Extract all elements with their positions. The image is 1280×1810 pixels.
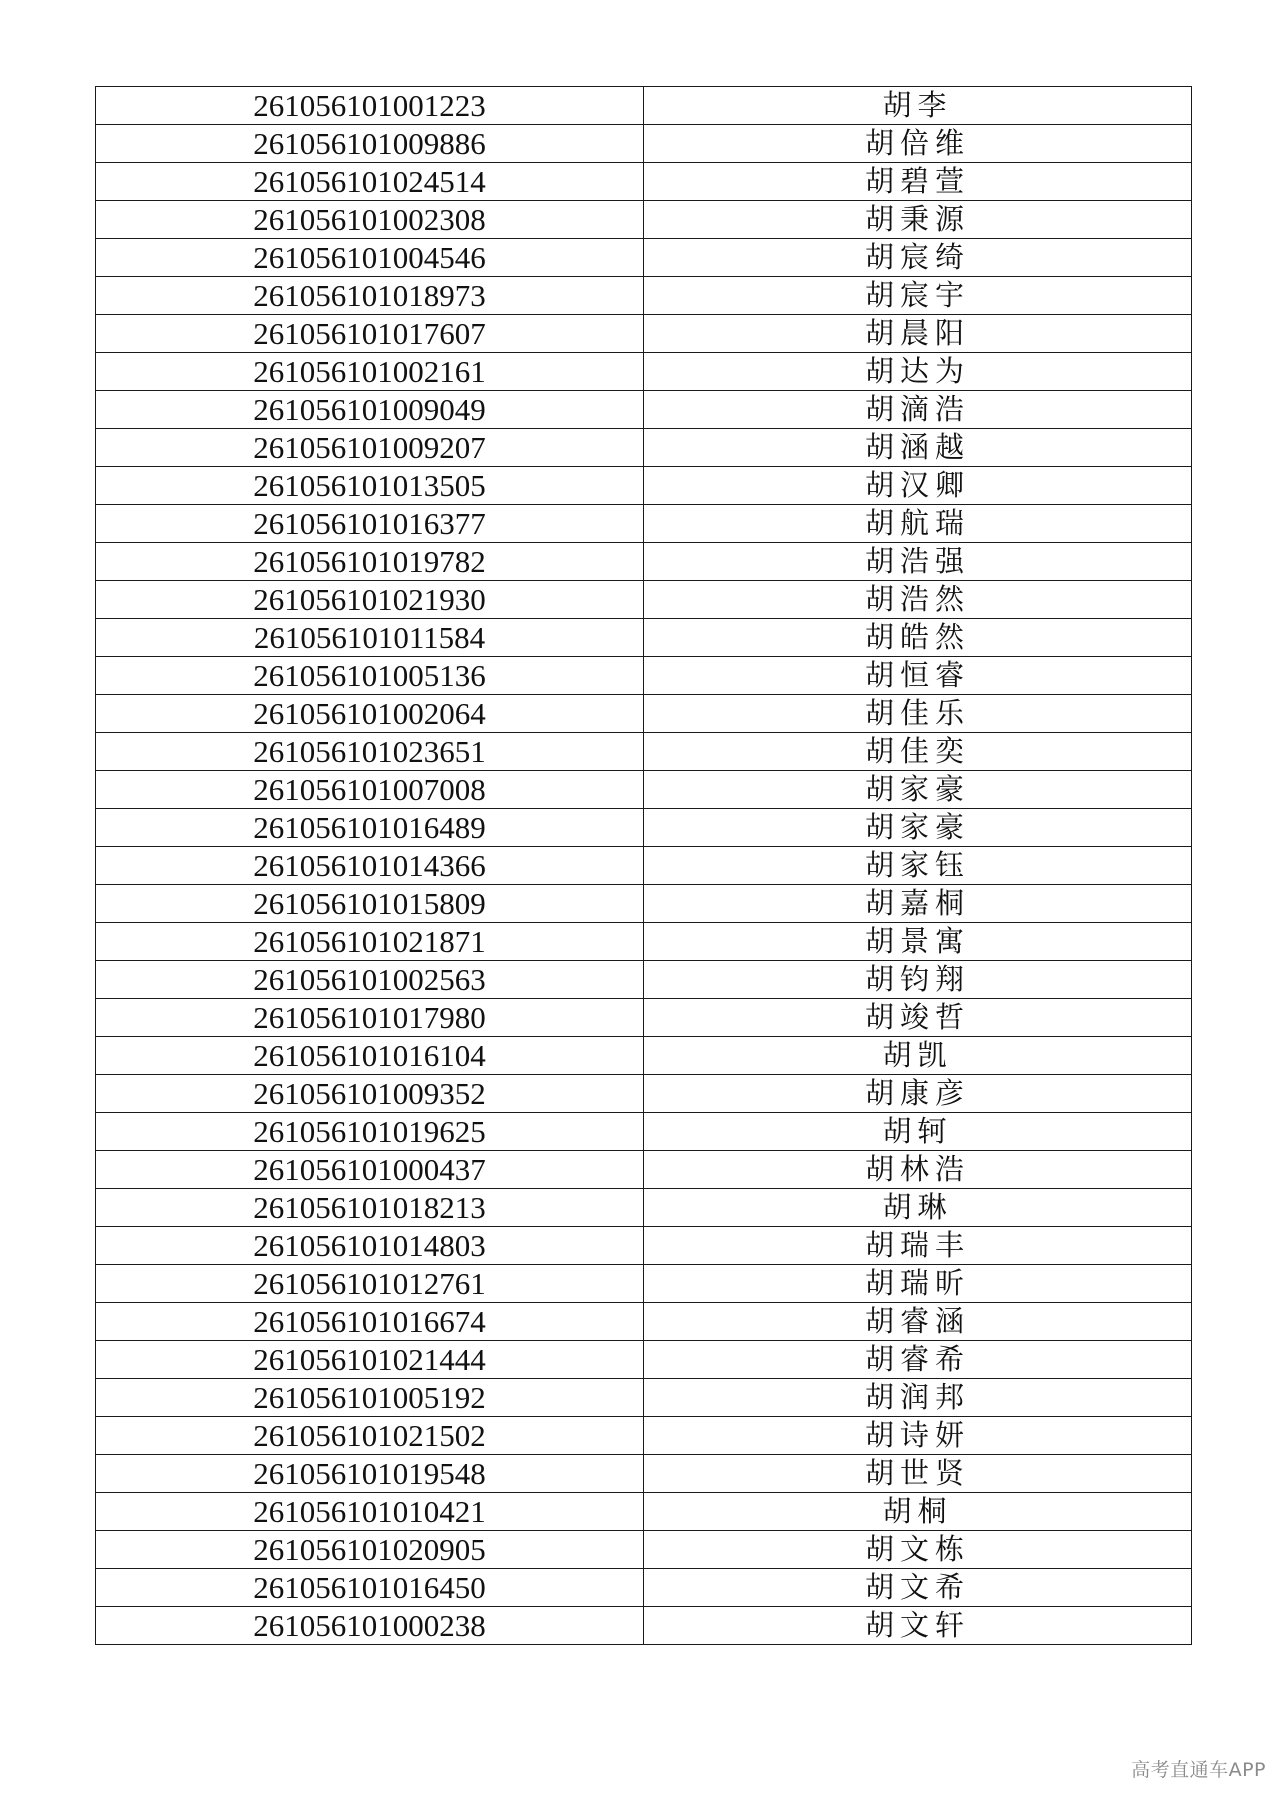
candidate-id-cell: 261056101009352: [96, 1075, 644, 1113]
candidate-name-cell: 胡桐: [644, 1493, 1192, 1531]
table-row: [96, 1151, 1192, 1189]
table-row: [96, 923, 1192, 961]
candidate-name-cell: 胡文轩: [644, 1607, 1192, 1645]
candidate-id-cell: 261056101002563: [96, 961, 644, 999]
table-row: [96, 1303, 1192, 1341]
table-row: [96, 1569, 1192, 1607]
candidate-id-cell: 261056101013505: [96, 467, 644, 505]
candidate-name-cell: 胡家豪: [644, 809, 1192, 847]
candidate-id-cell: 261056101023651: [96, 733, 644, 771]
candidate-name-cell: 胡皓然: [644, 619, 1192, 657]
table-row: [96, 1075, 1192, 1113]
candidate-name-cell: 胡滴浩: [644, 391, 1192, 429]
candidate-name-cell: 胡宸绮: [644, 239, 1192, 277]
table-row: [96, 391, 1192, 429]
table-row: [96, 543, 1192, 581]
table-row: [96, 201, 1192, 239]
table-row: [96, 809, 1192, 847]
candidate-id-cell: 261056101001223: [96, 87, 644, 125]
table-row: [96, 581, 1192, 619]
candidate-id-cell: 261056101016104: [96, 1037, 644, 1075]
candidate-name-cell: 胡瑞昕: [644, 1265, 1192, 1303]
candidate-name-cell: 胡晨阳: [644, 315, 1192, 353]
table-row: [96, 1341, 1192, 1379]
candidate-name-cell: 胡睿希: [644, 1341, 1192, 1379]
table-row: [96, 1379, 1192, 1417]
table-row: [96, 771, 1192, 809]
table-row: [96, 315, 1192, 353]
table-row: [96, 277, 1192, 315]
candidate-name-cell: 胡汉卿: [644, 467, 1192, 505]
table-row: [96, 1493, 1192, 1531]
candidate-id-cell: 261056101012761: [96, 1265, 644, 1303]
candidate-table: [95, 86, 1192, 1645]
candidate-name-cell: 胡李: [644, 87, 1192, 125]
candidate-id-cell: 261056101002308: [96, 201, 644, 239]
candidate-id-cell: 261056101010421: [96, 1493, 644, 1531]
candidate-name-cell: 胡诗妍: [644, 1417, 1192, 1455]
candidate-id-cell: 261056101009207: [96, 429, 644, 467]
table-row: [96, 1607, 1192, 1645]
candidate-name-cell: 胡康彦: [644, 1075, 1192, 1113]
candidate-id-cell: 261056101014366: [96, 847, 644, 885]
candidate-name-cell: 胡航瑞: [644, 505, 1192, 543]
candidate-id-cell: 261056101016489: [96, 809, 644, 847]
candidate-id-cell: 261056101020905: [96, 1531, 644, 1569]
table-row: [96, 619, 1192, 657]
table-row: [96, 1113, 1192, 1151]
candidate-name-cell: 胡家豪: [644, 771, 1192, 809]
candidate-name-cell: 胡秉源: [644, 201, 1192, 239]
table-row: [96, 163, 1192, 201]
table-row: [96, 505, 1192, 543]
table-row: [96, 999, 1192, 1037]
candidate-table-body: [96, 87, 1192, 1645]
candidate-id-cell: 261056101017980: [96, 999, 644, 1037]
table-row: [96, 1037, 1192, 1075]
candidate-id-cell: 261056101021930: [96, 581, 644, 619]
candidate-name-cell: 胡浩然: [644, 581, 1192, 619]
candidate-name-cell: 胡佳奕: [644, 733, 1192, 771]
candidate-name-cell: 胡宸宇: [644, 277, 1192, 315]
table-row: [96, 885, 1192, 923]
candidate-id-cell: 261056101021871: [96, 923, 644, 961]
candidate-id-cell: 261056101024514: [96, 163, 644, 201]
candidate-name-cell: 胡恒睿: [644, 657, 1192, 695]
candidate-id-cell: 261056101016674: [96, 1303, 644, 1341]
candidate-id-cell: 261056101014803: [96, 1227, 644, 1265]
table-row: [96, 847, 1192, 885]
candidate-id-cell: 261056101000437: [96, 1151, 644, 1189]
candidate-name-cell: 胡润邦: [644, 1379, 1192, 1417]
candidate-id-cell: 261056101017607: [96, 315, 644, 353]
candidate-name-cell: 胡文希: [644, 1569, 1192, 1607]
candidate-id-cell: 261056101002161: [96, 353, 644, 391]
table-row: [96, 87, 1192, 125]
candidate-id-cell: 261056101000238: [96, 1607, 644, 1645]
candidate-name-cell: 胡涵越: [644, 429, 1192, 467]
candidate-name-cell: 胡睿涵: [644, 1303, 1192, 1341]
table-row: [96, 1455, 1192, 1493]
table-row: [96, 1265, 1192, 1303]
candidate-name-cell: 胡佳乐: [644, 695, 1192, 733]
candidate-name-cell: 胡竣哲: [644, 999, 1192, 1037]
candidate-id-cell: 261056101004546: [96, 239, 644, 277]
watermark-text: 高考直通车APP: [1131, 1759, 1266, 1781]
table-row: [96, 1417, 1192, 1455]
candidate-name-cell: 胡林浩: [644, 1151, 1192, 1189]
table-row: [96, 467, 1192, 505]
candidate-id-cell: 261056101015809: [96, 885, 644, 923]
candidate-name-cell: 胡景寓: [644, 923, 1192, 961]
candidate-id-cell: 261056101007008: [96, 771, 644, 809]
candidate-name-cell: 胡凯: [644, 1037, 1192, 1075]
table-row: [96, 695, 1192, 733]
candidate-name-cell: 胡文栋: [644, 1531, 1192, 1569]
candidate-name-cell: 胡碧萱: [644, 163, 1192, 201]
candidate-name-cell: 胡倍维: [644, 125, 1192, 163]
candidate-id-cell: 261056101016377: [96, 505, 644, 543]
table-row: [96, 1189, 1192, 1227]
candidate-name-cell: 胡浩强: [644, 543, 1192, 581]
table-row: [96, 353, 1192, 391]
candidate-id-cell: 261056101019782: [96, 543, 644, 581]
candidate-id-cell: 261056101009886: [96, 125, 644, 163]
candidate-id-cell: 261056101021444: [96, 1341, 644, 1379]
candidate-id-cell: 261056101019548: [96, 1455, 644, 1493]
candidate-id-cell: 261056101005136: [96, 657, 644, 695]
candidate-id-cell: 261056101018213: [96, 1189, 644, 1227]
candidate-id-cell: 261056101021502: [96, 1417, 644, 1455]
candidate-name-cell: 胡琳: [644, 1189, 1192, 1227]
candidate-name-cell: 胡达为: [644, 353, 1192, 391]
table-row: [96, 429, 1192, 467]
table-row: [96, 733, 1192, 771]
candidate-name-cell: 胡瑞丰: [644, 1227, 1192, 1265]
candidate-id-cell: 261056101019625: [96, 1113, 644, 1151]
candidate-id-cell: 261056101002064: [96, 695, 644, 733]
table-row: [96, 961, 1192, 999]
table-row: [96, 239, 1192, 277]
table-row: [96, 125, 1192, 163]
candidate-name-cell: 胡世贤: [644, 1455, 1192, 1493]
candidate-name-cell: 胡家钰: [644, 847, 1192, 885]
candidate-id-cell: 261056101016450: [96, 1569, 644, 1607]
candidate-id-cell: 261056101011584: [96, 619, 644, 657]
candidate-name-cell: 胡轲: [644, 1113, 1192, 1151]
table-row: [96, 657, 1192, 695]
table-row: [96, 1227, 1192, 1265]
candidate-id-cell: 261056101009049: [96, 391, 644, 429]
candidate-id-cell: 261056101005192: [96, 1379, 644, 1417]
candidate-name-cell: 胡嘉桐: [644, 885, 1192, 923]
table-row: [96, 1531, 1192, 1569]
candidate-id-cell: 261056101018973: [96, 277, 644, 315]
candidate-name-cell: 胡钧翔: [644, 961, 1192, 999]
